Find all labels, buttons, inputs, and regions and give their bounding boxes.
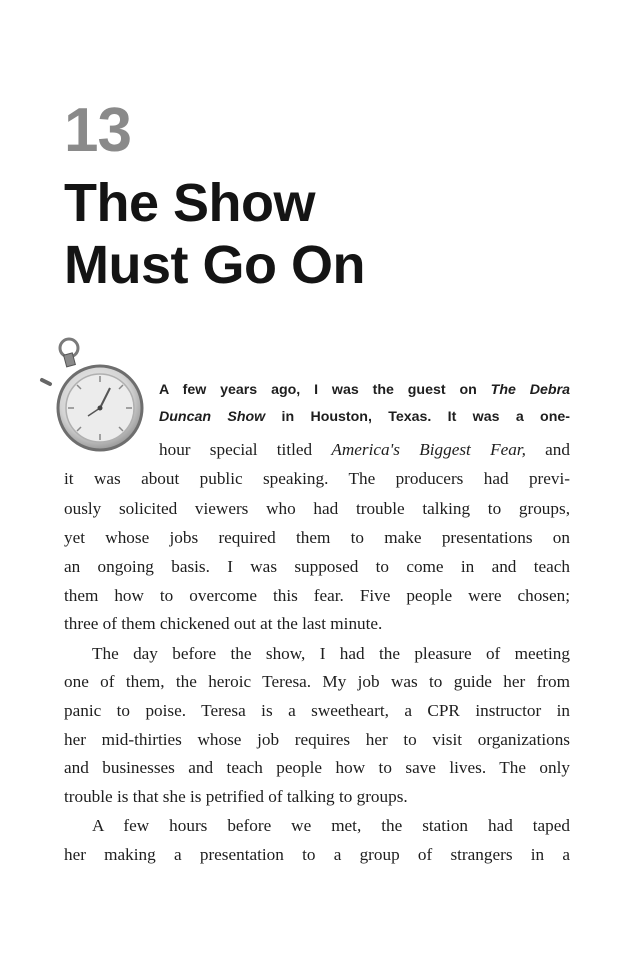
body-line: The day before the show, I had the pleasure of meeting: [92, 644, 570, 663]
body-line: A few years ago, I was the guest on The Debra: [159, 382, 570, 398]
body-line: her making a presentation to a group of strangers in a: [64, 845, 570, 864]
chapter-title-line-1: The Show: [64, 173, 315, 233]
body-line: hour special titled America's Biggest Fear, and: [159, 440, 570, 459]
body-line: Duncan Show in Houston, Texas. It was a one-: [159, 409, 570, 425]
body-line: her mid-thirties whose job requires her to visit organizations: [64, 730, 570, 749]
chapter-title: [64, 172, 365, 296]
chapter-number: 13: [64, 96, 131, 165]
body-line: and businesses and teach people how to save lives. The only: [64, 758, 570, 777]
body-line: an ongoing basis. I was supposed to come in and teach: [64, 557, 570, 576]
body-line: panic to poise. Teresa is a sweetheart, a CPR instructor in: [64, 701, 570, 720]
body-line: trouble is that she is petrified of talking to groups.: [64, 787, 408, 806]
body-line: three of them chickened out at the last minute.: [64, 614, 383, 633]
chapter-title-line-2: Must Go On: [64, 235, 365, 295]
body-line: them how to overcome this fear. Five people were chosen;: [64, 586, 570, 605]
body-line: yet whose jobs required them to make presentations on: [64, 528, 570, 547]
body-line: it was about public speaking. The producers had previ-: [64, 469, 570, 488]
body-line: A few hours before we met, the station had taped: [92, 816, 570, 835]
body-line: one of them, the heroic Teresa. My job was to guide her from: [64, 672, 570, 691]
body-line: ously solicited viewers who had trouble talking to groups,: [64, 499, 570, 518]
